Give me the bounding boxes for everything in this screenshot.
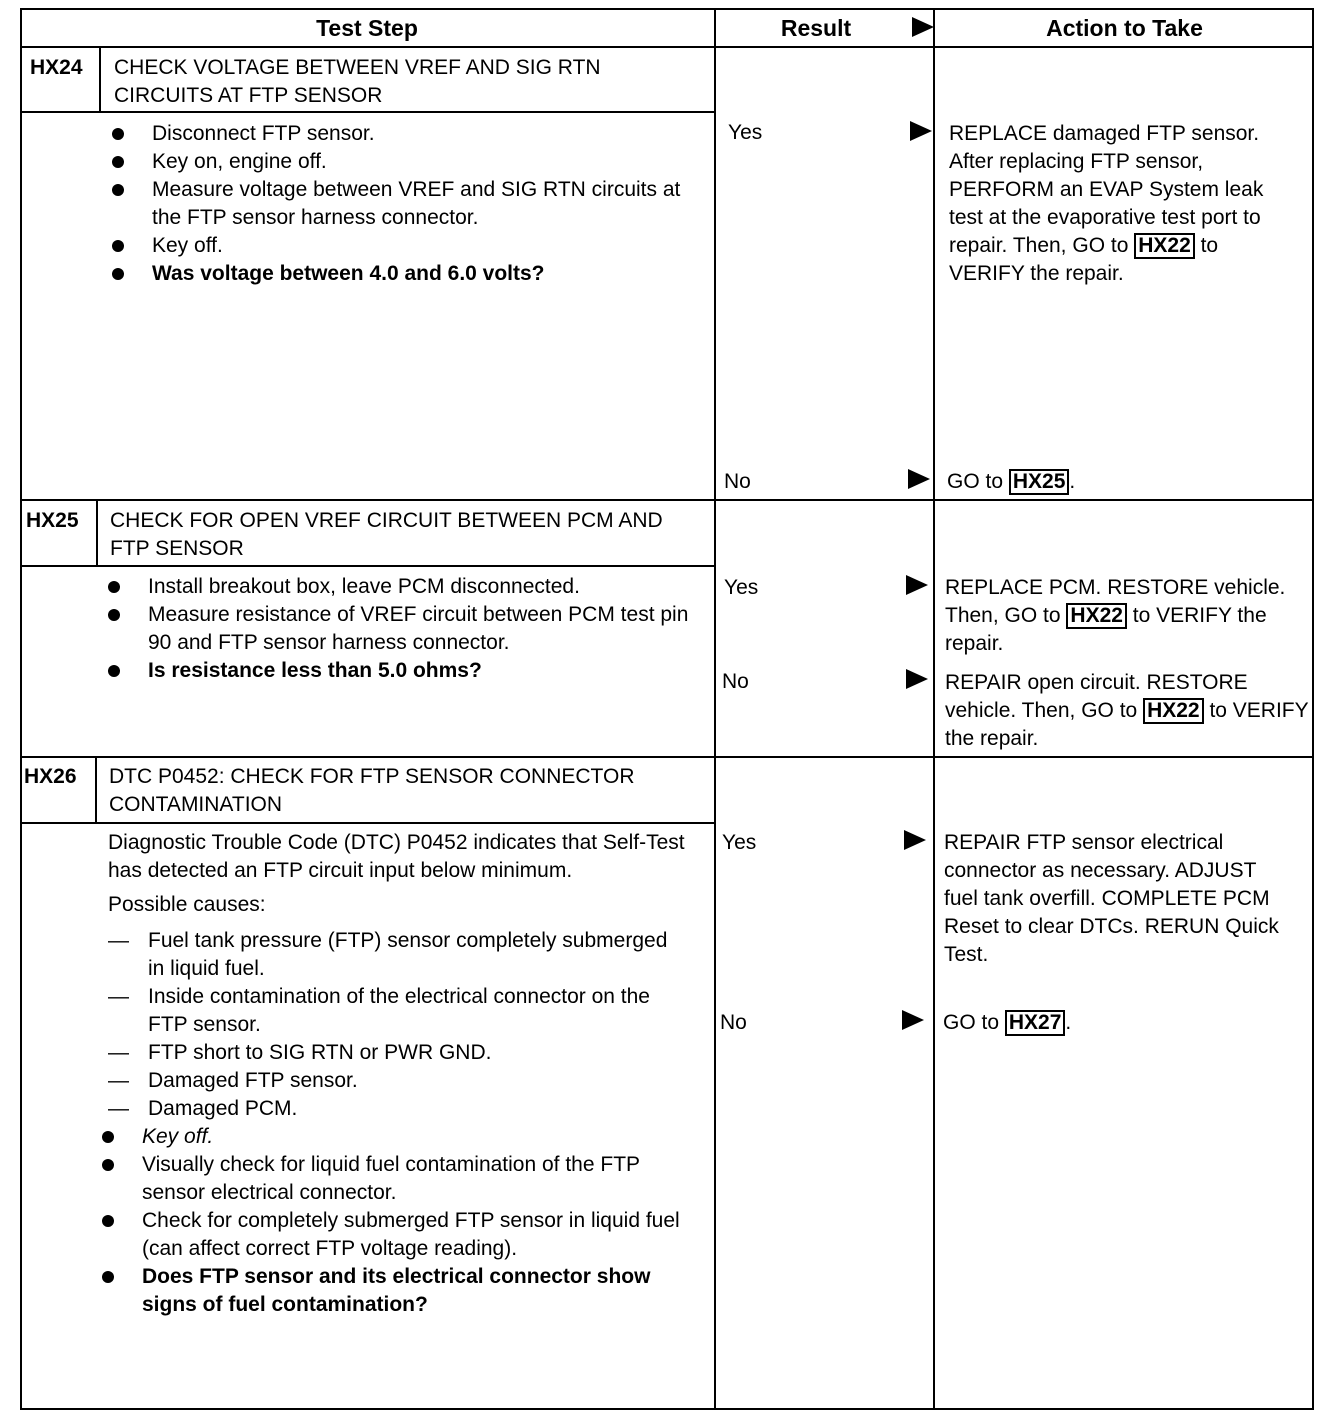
cause-item: — Fuel tank pressure (FTP) sensor completely submerged in liquid fuel.: [108, 929, 668, 980]
hx26-steps-list: [102, 1123, 688, 1319]
hx24-title-underline: [20, 111, 714, 113]
hx22-ref-link[interactable]: HX22: [1066, 603, 1127, 629]
hx25-step-1: Install breakout box, leave PCM disconnected.: [108, 573, 704, 601]
hx24-step-5: Was voltage between 4.0 and 6.0 volts?: [112, 260, 702, 288]
cause-item: — Damaged FTP sensor.: [108, 1067, 688, 1095]
hx26-action-no: GO to HX27 .: [943, 1011, 1072, 1034]
bullet-icon: [112, 156, 124, 168]
bullet-icon: [108, 609, 120, 621]
hx22-ref-link[interactable]: HX22: [1134, 233, 1195, 259]
hx24-step-1: Disconnect FTP sensor.: [112, 120, 702, 148]
hx26-step-4: Does FTP sensor and its electrical connector show signs of fuel contamination?: [102, 1263, 688, 1319]
hx26-id-divider: [95, 758, 97, 822]
hx25-step-2: Measure resistance of VREF circuit between PCM test pin 90 and FTP sensor harness connector.: [108, 601, 704, 657]
hx26-step-3: Check for completely submerged FTP sensor in liquid fuel (can affect correct FTP voltage reading).: [102, 1207, 688, 1263]
hx24-step-2: Key on, engine off.: [112, 148, 702, 176]
hx24-title: CHECK VOLTAGE BETWEEN VREF AND SIG RTN CIRCUITS AT FTP SENSOR: [114, 56, 601, 107]
hx26-result-yes: Yes: [722, 831, 757, 854]
header-test-step: Test Step: [316, 14, 418, 41]
cause-item: — FTP short to SIG RTN or PWR GND.: [108, 1039, 688, 1067]
row-divider-hx26: [20, 756, 1314, 758]
divider-action-col: [933, 8, 935, 1410]
bullet-icon: [112, 184, 124, 196]
hx24-result-no: No: [724, 470, 751, 493]
hx24-step-4: Key off.: [112, 232, 702, 260]
hx25-title: CHECK FOR OPEN VREF CIRCUIT BETWEEN PCM AND FTP SENSOR: [110, 509, 663, 560]
bullet-icon: [112, 268, 124, 280]
hx27-ref-link[interactable]: HX27: [1005, 1010, 1066, 1036]
hx24-id-divider: [99, 48, 101, 112]
hx26-action-yes: REPAIR FTP sensor electrical connector as necessary. ADJUST fuel tank overfill. COMPLETE PCM Reset to clear DTCs. RERUN Quick Test.: [944, 831, 1279, 966]
hx26-yes-arrow-icon: [904, 830, 926, 850]
hx25-ref-link[interactable]: HX25: [1009, 469, 1070, 495]
dash-icon: —: [108, 1069, 129, 1092]
hx24-no-arrow-icon: [908, 469, 930, 489]
hx24-result-yes: Yes: [728, 121, 763, 144]
hx22-ref-link[interactable]: HX22: [1143, 698, 1204, 724]
hx26-causes-label: Possible causes:: [108, 893, 266, 916]
hx25-step-3: Is resistance less than 5.0 ohms?: [108, 657, 704, 685]
dash-icon: —: [108, 985, 129, 1008]
bullet-icon: [108, 581, 120, 593]
header-result: Result: [780, 14, 852, 41]
hx26-causes-list: [108, 927, 688, 1123]
row-divider-hx25: [20, 499, 1314, 501]
hx25-result-yes: Yes: [724, 576, 759, 599]
hx26-step-2: Visually check for liquid fuel contamination of the FTP sensor electrical connector.: [102, 1151, 688, 1207]
hx24-steps-list: [112, 120, 702, 288]
hx25-step-id: HX25: [26, 509, 79, 532]
hx24-yes-arrow-icon: [910, 121, 932, 141]
hx25-no-arrow-icon: [906, 669, 928, 689]
header-action: Action to Take: [1046, 14, 1203, 41]
bullet-icon: [102, 1271, 114, 1283]
header-divider: [20, 46, 1314, 48]
hx25-action-yes: REPLACE PCM. RESTORE vehicle. Then, GO to HX22 to VERIFY the repair.: [945, 576, 1286, 655]
cause-item: — Inside contamination of the electrical connector on the FTP sensor.: [108, 985, 650, 1036]
hx26-step-1: Key off.: [102, 1123, 688, 1151]
bullet-icon: [112, 240, 124, 252]
hx24-step-id: HX24: [30, 56, 83, 79]
hx26-title-underline: [20, 822, 714, 824]
hx25-id-divider: [96, 501, 98, 565]
hx25-result-no: No: [722, 670, 749, 693]
bullet-icon: [102, 1159, 114, 1171]
hx26-step-id: HX26: [24, 765, 77, 788]
bullet-icon: [102, 1215, 114, 1227]
hx25-yes-arrow-icon: [906, 575, 928, 595]
bullet-icon: [112, 128, 124, 140]
hx25-title-underline: [20, 565, 714, 567]
hx26-intro: Diagnostic Trouble Code (DTC) P0452 indicates that Self-Test has detected an FTP circuit input below minimum.: [108, 831, 685, 882]
cause-item: — Damaged PCM.: [108, 1095, 688, 1123]
hx26-no-arrow-icon: [902, 1010, 924, 1030]
hx26-description: [108, 829, 688, 1319]
hx24-action-no: GO to HX25 .: [947, 470, 1076, 493]
hx25-steps-list: [108, 573, 704, 685]
header-arrow-icon: [912, 17, 934, 37]
hx25-action-no: REPAIR open circuit. RESTORE vehicle. Then, GO to HX22 to VERIFY the repair.: [945, 671, 1309, 750]
hx26-title: DTC P0452: CHECK FOR FTP SENSOR CONNECTOR CONTAMINATION: [109, 765, 635, 816]
dash-icon: —: [108, 1041, 129, 1064]
dash-icon: —: [108, 1097, 129, 1120]
divider-result-col: [714, 8, 716, 1410]
bullet-icon: [102, 1131, 114, 1143]
bullet-icon: [108, 665, 120, 677]
dash-icon: —: [108, 929, 129, 952]
hx24-step-3: Measure voltage between VREF and SIG RTN circuits at the FTP sensor harness connector.: [112, 176, 702, 232]
hx24-action-yes: REPLACE damaged FTP sensor. After replacing FTP sensor, PERFORM an EVAP System leak test at the evaporative test port to repair. Then, GO to HX22 to VERIFY the repair.: [949, 122, 1264, 285]
hx26-result-no: No: [720, 1011, 747, 1034]
